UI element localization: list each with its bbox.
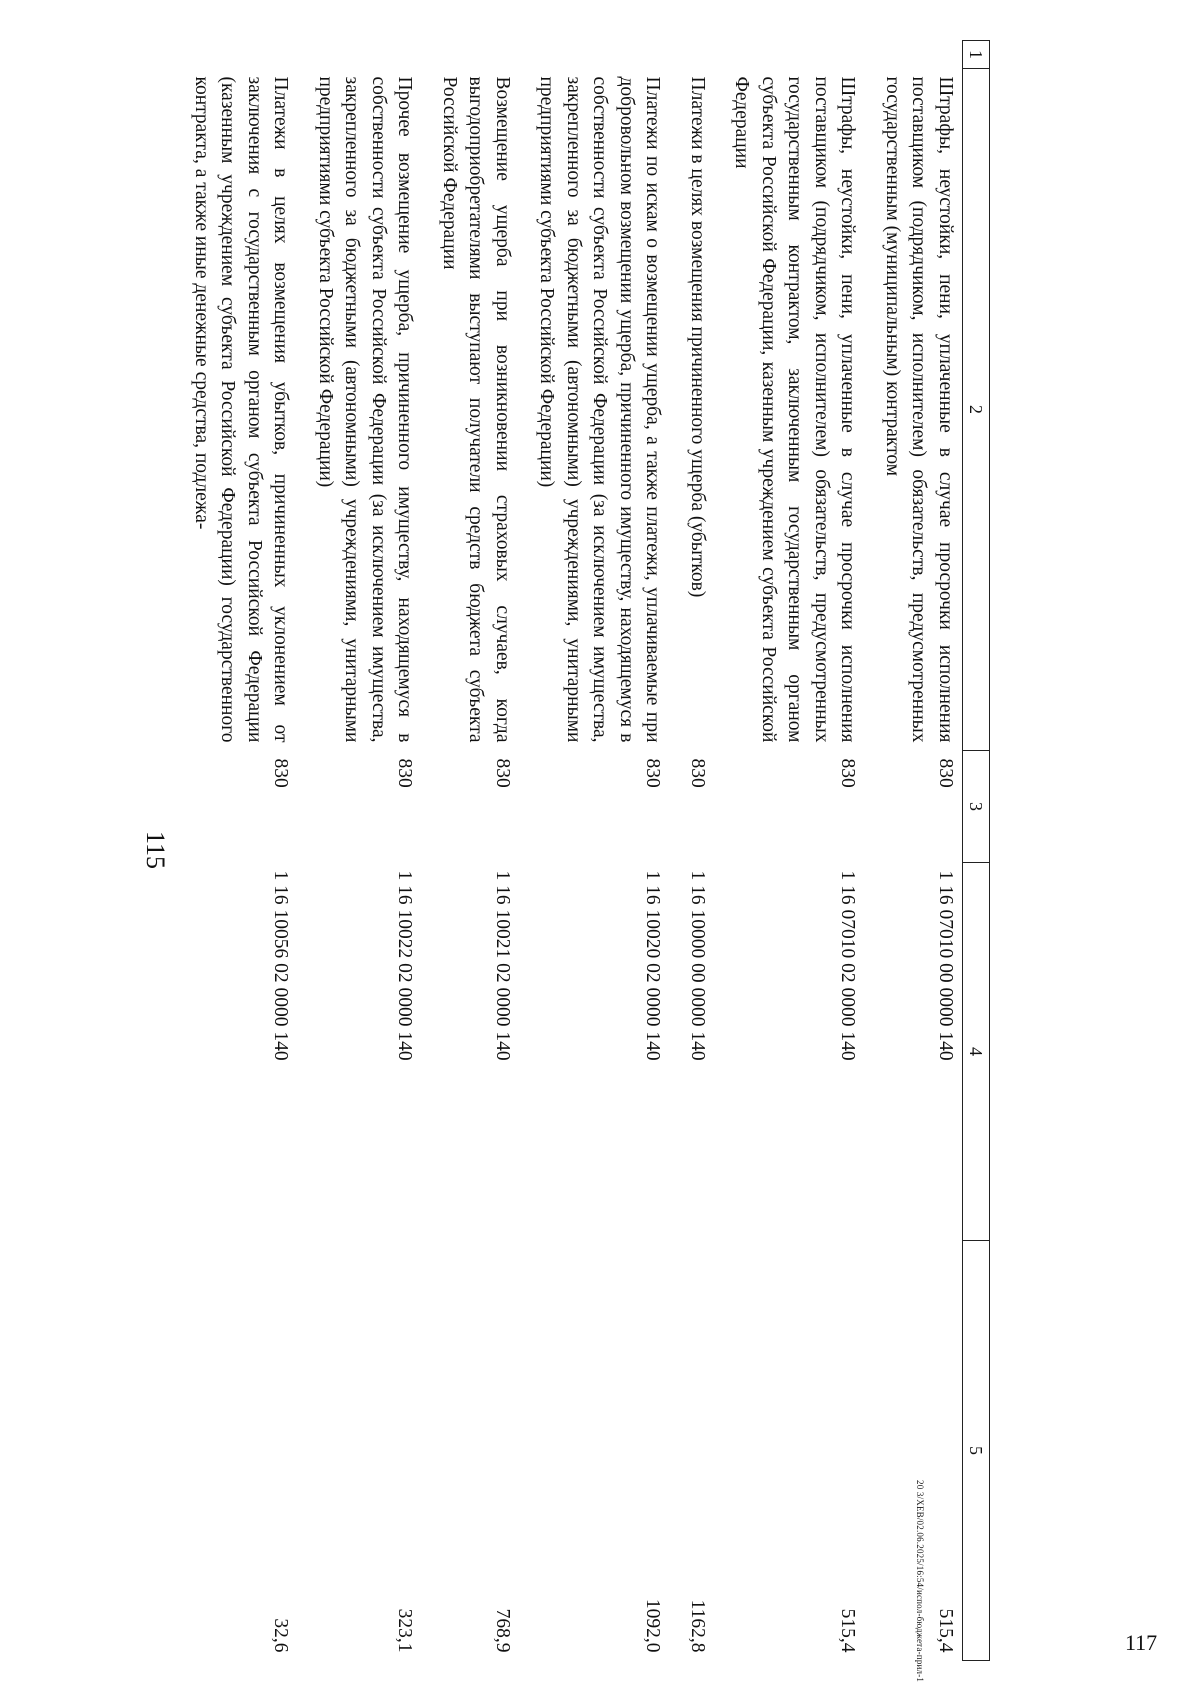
revenue-name-cell: Прочее возмещение ущерба, причиненного имуществу, находящемуся в собственности субъекта Российской Федерации (за исключением имущества, закрепленного за бюджетными (автономными) учреждениями, унитарными предприятиями субъекта Российской Федерации) (314, 76, 416, 743)
row-number-cell (864, 41, 962, 69)
admin-code-cell: 830 (935, 758, 956, 788)
admin-code-cell: 830 (837, 758, 859, 788)
table-row (864, 41, 962, 1661)
budget-table (173, 40, 990, 1661)
revenue-name-cell: Платежи в целях возмещения причиненного ущерба (убытков) (686, 76, 708, 598)
column-header: 5 (963, 1241, 990, 1661)
column-header: 2 (963, 69, 990, 751)
table-row (173, 41, 297, 1661)
rotated-page (141, 40, 1040, 1660)
amount-cell: 1092,0 (642, 1598, 664, 1653)
column-header: 4 (963, 863, 990, 1241)
revenue-name-cell: Возмещение ущерба при возникновении страховых случаев, когда выгодоприобретателями выступают получатели средств бюджета субъекта Российской Федерации (438, 76, 513, 743)
row-number-cell (297, 41, 421, 69)
document-id: 20 3/ХЕВ/02.06.2025/16:54/испол-бюджета-прил-1 (915, 1480, 925, 1683)
admin-code-cell: 830 (394, 758, 416, 788)
admin-code-cell: 830 (491, 758, 513, 788)
budget-code-cell: 1 16 10000 00 0000 140 (686, 870, 708, 1061)
column-header: 1 (963, 41, 990, 69)
column-header: 3 (963, 751, 990, 863)
table-header-row (963, 41, 990, 1661)
budget-code-cell: 1 16 07010 00 0000 140 (935, 870, 956, 1061)
revenue-name-cell: Платежи по искам о возмещении ущерба, а также платежи, уплачиваемые при добровольном возмещении ущерба, причиненного имуществу, находящемуся в собственности субъекта Российской Федерации (за исключением имущества, закрепленного за бюджетными (автономными) учреждениями, унитарными предприятиями субъекта Российской Федерации) (536, 76, 664, 743)
revenue-name-cell: Штрафы, неустойки, пени, уплаченные в случае просрочки исполнения поставщиком (подрядчиком, исполнителем) обязательств, предусмотренных государственным (муниципальным) контрактом (881, 76, 956, 743)
admin-code-cell: 830 (686, 758, 708, 788)
amount-cell: 515,4 (935, 1608, 956, 1653)
table-row (421, 41, 519, 1661)
row-number-cell (421, 41, 519, 69)
amount-cell: 1162,8 (686, 1599, 708, 1653)
row-number-cell (669, 41, 714, 69)
row-number-cell (173, 41, 297, 69)
budget-code-cell: 1 16 10020 02 0000 140 (642, 870, 664, 1061)
row-number-cell (519, 41, 670, 69)
admin-code-cell: 830 (270, 758, 292, 788)
amount-cell: 768,9 (491, 1608, 513, 1653)
revenue-name-cell: Штрафы, неустойки, пени, уплаченные в случае просрочки исполнения поставщиком (подрядчиком, исполнителем) обязательств, предусмотренных государственным контрактом, заключенным государственным органом субъекта Российской Федерации, казенным учреждением субъекта Российской Федерации (731, 76, 859, 743)
page-number-header: 115 (141, 830, 170, 870)
amount-cell: 515,4 (837, 1608, 859, 1653)
amount-cell: 323,1 (394, 1608, 416, 1653)
table-row (297, 41, 421, 1661)
table-row (714, 41, 865, 1661)
admin-code-cell: 830 (642, 758, 664, 788)
table-row (519, 41, 670, 1661)
budget-code-cell: 1 16 10056 02 0000 140 (270, 870, 292, 1061)
page-number-footer: 117 (1125, 1630, 1158, 1655)
budget-code-cell: 1 16 07010 02 0000 140 (837, 870, 859, 1061)
table-row (669, 41, 714, 1661)
budget-code-cell: 1 16 10022 02 0000 140 (394, 870, 416, 1061)
row-number-cell (714, 41, 865, 69)
budget-code-cell: 1 16 10021 02 0000 140 (491, 870, 513, 1061)
amount-cell: 32,6 (270, 1618, 292, 1653)
revenue-name-cell: Платежи в целях возмещения убытков, причиненных уклонением от заключения с государственным органом субъекта Российской Федерации (казенным учреждением субъекта Российской Федерации) государственного контракта, а также иные денежные средства, подлежа- (190, 76, 292, 743)
